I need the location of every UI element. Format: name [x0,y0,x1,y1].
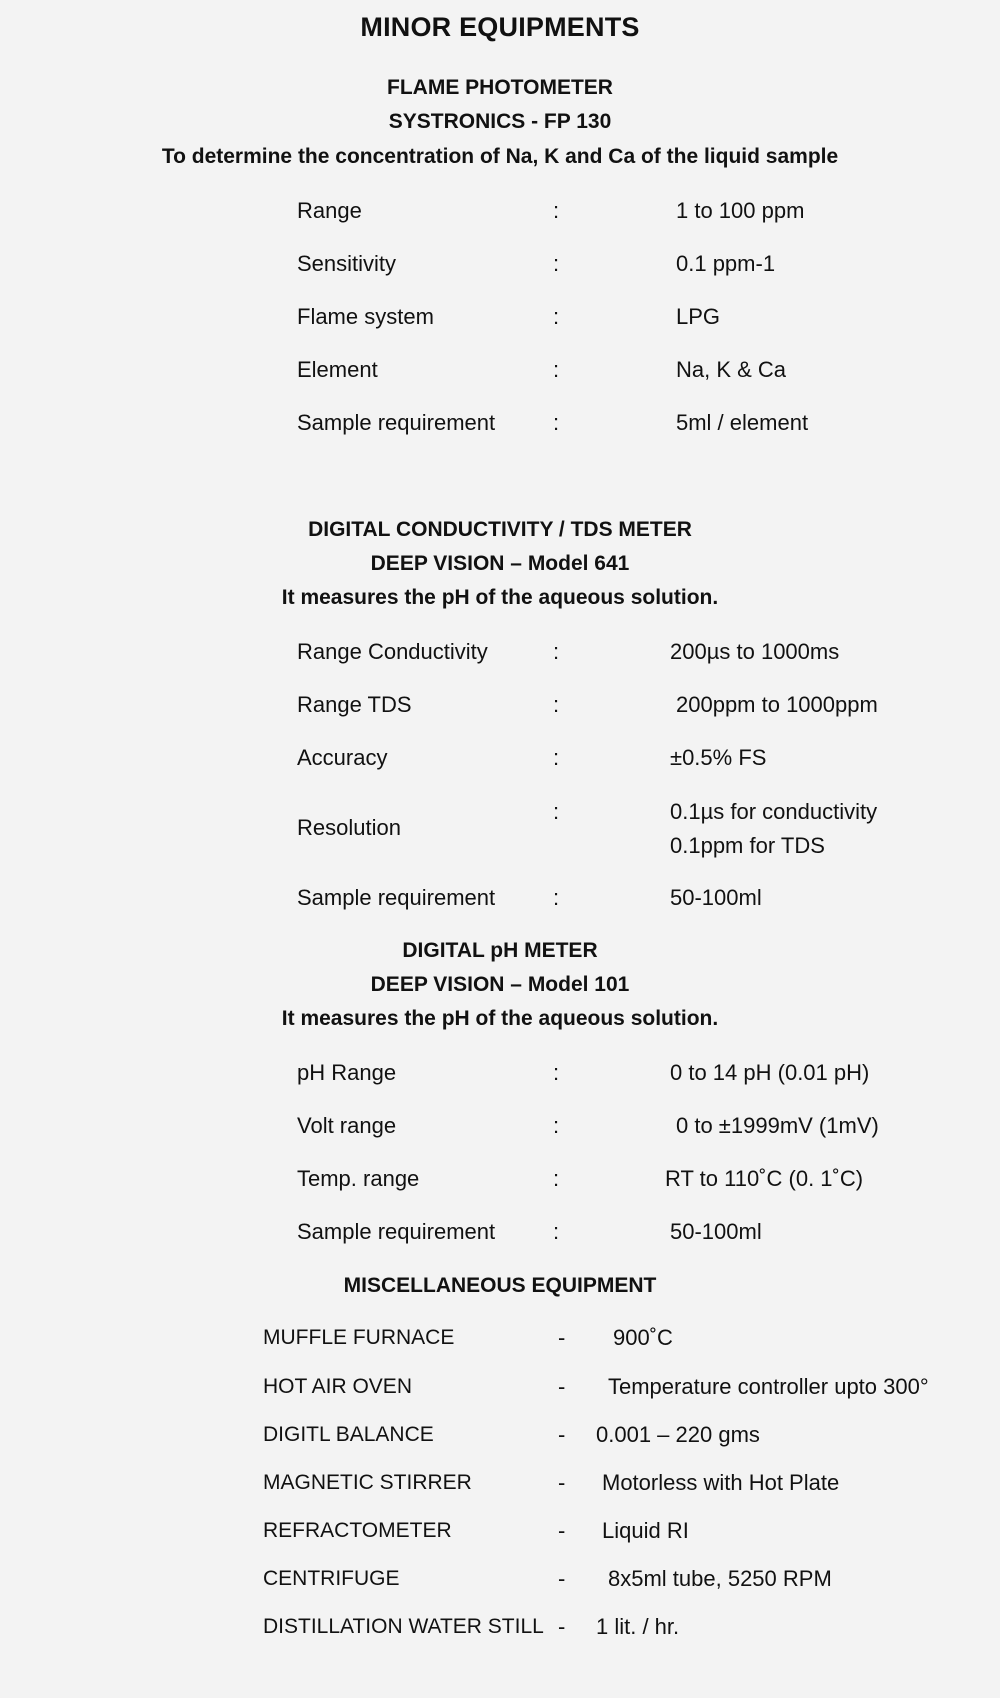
spec-value: 0.1 ppm-1 [676,251,776,276]
spec-value: 5ml / element [676,410,809,435]
section-model: SYSTRONICS - FP 130 [388,110,612,133]
spec-separator: : [553,198,560,223]
equipment-separator: - [558,1470,566,1495]
spec-label: Volt range [297,1113,397,1138]
spec-label: Flame system [297,304,434,329]
spec-separator: : [553,1060,560,1085]
equipment-name: CENTRIFUGE [263,1567,400,1590]
spec-label: Sample requirement [297,1219,496,1244]
section-model: DEEP VISION – Model 101 [370,973,630,996]
spec-row [0,883,1000,913]
spec-row [0,408,1000,438]
spec-separator: : [553,692,560,717]
spec-separator: : [553,1219,560,1244]
spec-value: 1 to 100 ppm [676,198,805,223]
equipment-name: DIGITL BALANCE [263,1423,434,1446]
spec-separator: : [553,304,560,329]
section-heading: DIGITAL pH METER [402,939,598,962]
equipment-name: DISTILLATION WATER STILL [263,1615,544,1638]
spec-label: Sample requirement [297,885,496,910]
spec-separator: : [553,1166,560,1191]
spec-row [0,690,1000,720]
equipment-spec: Motorless with Hot Plate [602,1470,840,1495]
spec-value: 200ppm to 1000ppm [676,692,878,717]
equipment-separator: - [558,1374,566,1399]
spec-value: 0 to 14 pH (0.01 pH) [670,1060,870,1085]
spec-label: pH Range [297,1060,397,1085]
spec-row [0,355,1000,385]
section-heading: MISCELLANEOUS EQUIPMENT [343,1274,657,1297]
spec-separator: : [553,410,560,435]
spec-label: Range Conductivity [297,639,488,664]
equipment-separator: - [558,1325,566,1350]
equipment-spec: 8x5ml tube, 5250 RPM [608,1566,832,1591]
section-heading: DIGITAL CONDUCTIVITY / TDS METER [308,518,692,541]
equipment-name: MAGNETIC STIRRER [263,1471,472,1494]
spec-separator: : [553,639,560,664]
section-purpose: It measures the pH of the aqueous solution. [281,1007,719,1030]
spec-label: Accuracy [297,745,388,770]
equipment-row [0,1420,1000,1450]
equipment-separator: - [558,1422,566,1447]
spec-label: Sample requirement [297,410,496,435]
section-model: DEEP VISION – Model 641 [370,552,630,575]
equipment-spec: Liquid RI [602,1518,689,1543]
spec-row [0,1164,1000,1194]
spec-row [0,302,1000,332]
spec-row [0,743,1000,773]
equipment-name: HOT AIR OVEN [263,1375,412,1398]
spec-label: Temp. range [297,1166,420,1191]
equipment-separator: - [558,1566,566,1591]
equipment-row [0,1564,1000,1594]
equipment-separator: - [558,1518,566,1543]
spec-separator: : [553,251,560,276]
equipment-spec: 900˚C [613,1325,673,1350]
spec-label: Sensitivity [297,251,397,276]
spec-row [0,637,1000,667]
equipment-row [0,1468,1000,1498]
spec-separator: : [553,745,560,770]
equipment-row [0,1612,1000,1642]
spec-row [0,1111,1000,1141]
spec-value: 200µs to 1000ms [670,639,840,664]
equipment-name: MUFFLE FURNACE [263,1326,455,1349]
spec-value-secondary: 0.1ppm for TDS [670,833,825,858]
spec-separator: : [553,1113,560,1138]
equipment-name: REFRACTOMETER [263,1519,452,1542]
section-purpose: To determine the concentration of Na, K and Ca of the liquid sample [161,145,839,168]
spec-row [0,249,1000,279]
spec-label: Range TDS [297,692,412,717]
section-heading: FLAME PHOTOMETER [387,76,613,99]
spec-value: 50-100ml [670,885,762,910]
equipment-separator: - [558,1614,566,1639]
page-title: MINOR EQUIPMENTS [360,12,640,42]
spec-row [0,1058,1000,1088]
section-purpose: It measures the pH of the aqueous solution. [281,586,719,609]
spec-separator: : [553,885,560,910]
spec-value: ±0.5% FS [670,745,767,770]
equipment-row [0,1372,1000,1402]
spec-value: RT to 110˚C (0. 1˚C) [665,1166,864,1191]
spec-label: Range [297,198,362,223]
equipment-spec: 1 lit. / hr. [596,1614,680,1639]
equipment-spec: Temperature controller upto 300° [608,1374,929,1399]
spec-value: 0 to ±1999mV (1mV) [676,1113,879,1138]
equipment-row [0,1323,1000,1353]
spec-label: Resolution [297,815,401,840]
spec-row [0,1217,1000,1247]
spec-value: 0.1µs for conductivity [670,799,878,824]
spec-label: Element [297,357,378,382]
equipment-row [0,1516,1000,1546]
spec-row [0,196,1000,226]
spec-separator: : [553,357,560,382]
spec-value: Na, K & Ca [676,357,787,382]
equipment-spec: 0.001 – 220 gms [596,1422,760,1447]
spec-value: 50-100ml [670,1219,762,1244]
spec-value: LPG [676,304,721,329]
spec-separator: : [553,799,560,824]
